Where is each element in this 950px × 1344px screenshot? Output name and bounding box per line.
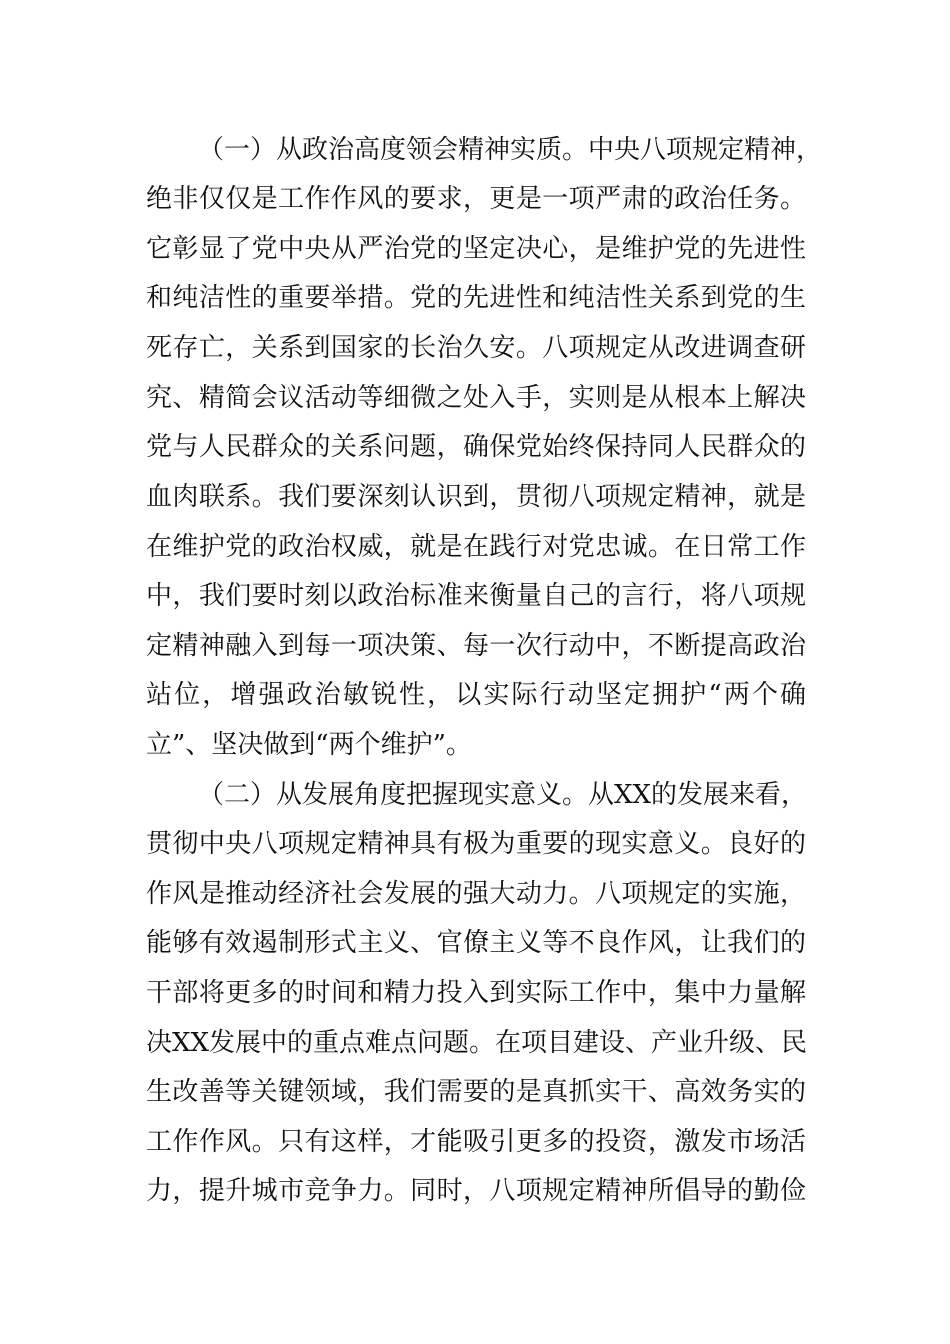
text-line: 死存亡，关系到国家的长治久安。八项规定从改进调查研 bbox=[146, 333, 806, 363]
text-line: 立”、坚决做到“两个维护”。 bbox=[146, 730, 472, 760]
text-line: 党与人民群众的关系问题，确保党始终保持同人民群众的 bbox=[146, 432, 806, 462]
text-line: 工作作风。只有这样，才能吸引更多的投资，激发市场活 bbox=[146, 1127, 806, 1157]
text-line: 力，提升城市竞争力。同时，八项规定精神所倡导的勤俭 bbox=[146, 1176, 806, 1206]
text-line: 干部将更多的时间和精力投入到实际工作中，集中力量解 bbox=[146, 978, 806, 1008]
text-line: 能够有效遏制形式主义、官僚主义等不良作风，让我们的 bbox=[146, 928, 806, 958]
text-line: 中，我们要时刻以政治标准来衡量自己的言行，将八项规 bbox=[146, 581, 806, 611]
text-line: 在维护党的政治权威，就是在践行对党忠诚。在日常工作 bbox=[146, 532, 806, 562]
text-line: 绝非仅仅是工作作风的要求，更是一项严肃的政治任务。 bbox=[146, 184, 806, 214]
text-line: 贯彻中央八项规定精神具有极为重要的现实意义。良好的 bbox=[146, 829, 806, 859]
text-line: 决XX发展中的重点难点问题。在项目建设、产业升级、民 bbox=[146, 1028, 808, 1058]
text-line: （二）从发展角度把握现实意义。从XX的发展来看， bbox=[198, 780, 808, 810]
text-line: （一）从政治高度领会精神实质。中央八项规定精神， bbox=[198, 135, 823, 165]
text-line: 站位，增强政治敏锐性，以实际行动坚定拥护“两个确 bbox=[146, 680, 806, 710]
text-line: 和纯洁性的重要举措。党的先进性和纯洁性关系到党的生 bbox=[146, 283, 806, 313]
text-line: 血肉联系。我们要深刻认识到，贯彻八项规定精神，就是 bbox=[146, 482, 806, 512]
text-line: 它彰显了党中央从严治党的坚定决心，是维护党的先进性 bbox=[146, 234, 806, 264]
text-line: 究、精简会议活动等细微之处入手，实则是从根本上解决 bbox=[146, 383, 806, 413]
text-line: 定精神融入到每一项决策、每一次行动中，不断提高政治 bbox=[146, 631, 806, 661]
text-line: 作风是推动经济社会发展的强大动力。八项规定的实施， bbox=[146, 879, 806, 909]
text-line: 生改善等关键领域，我们需要的是真抓实干、高效务实的 bbox=[146, 1077, 806, 1107]
